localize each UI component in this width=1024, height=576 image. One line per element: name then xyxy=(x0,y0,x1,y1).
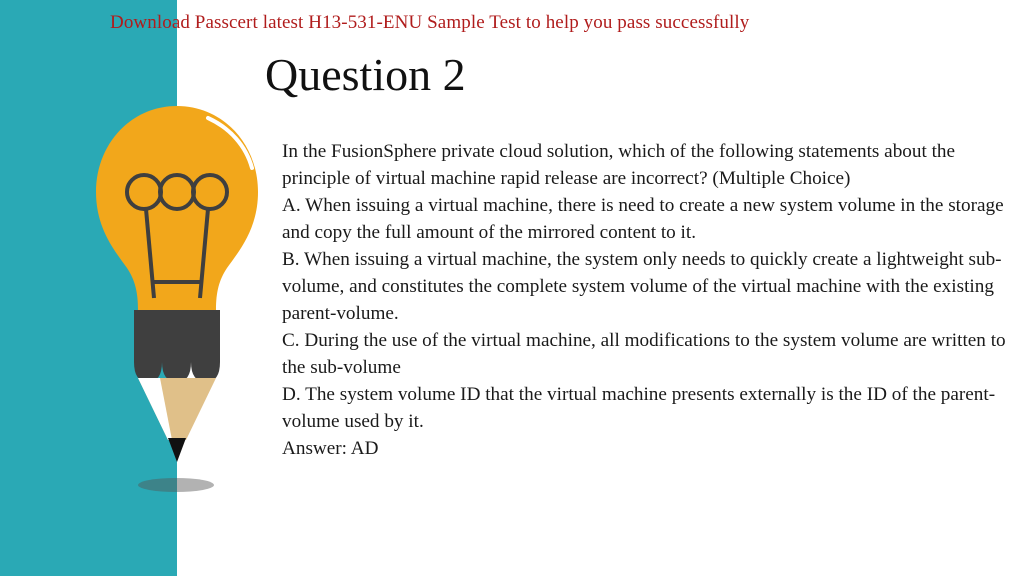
option-a: A. When issuing a virtual machine, there is need to create a new system volume in the storage and copy the full amount of the mirrored content to it. xyxy=(282,195,1004,243)
question-body xyxy=(282,138,1018,462)
question-stem: In the FusionSphere private cloud solution, which of the following statements about the principle of virtual machine rapid release are incorrect? (Multiple Choice) xyxy=(282,141,956,189)
option-d: D. The system volume ID that the virtual machine presents externally is the ID of the parent-volume used by it. xyxy=(282,384,996,432)
question-title: Question 2 xyxy=(265,49,466,100)
option-b: B. When issuing a virtual machine, the system only needs to quickly create a lightweight sub-volume, and constitutes the complete system volume of the virtual machine with the existing parent-volume. xyxy=(282,249,1002,324)
option-c: C. During the use of the virtual machine, all modifications to the system volume are written to the sub-volume xyxy=(282,330,1006,378)
download-banner: Download Passcert latest H13-531-ENU Sample Test to help you pass successfully xyxy=(110,12,750,33)
bulb-base xyxy=(134,310,220,362)
pencil-tip xyxy=(168,438,186,462)
shadow-ellipse xyxy=(138,478,214,492)
lightbulb-pencil-icon xyxy=(80,100,280,500)
answer-text: Answer: AD xyxy=(282,438,379,459)
